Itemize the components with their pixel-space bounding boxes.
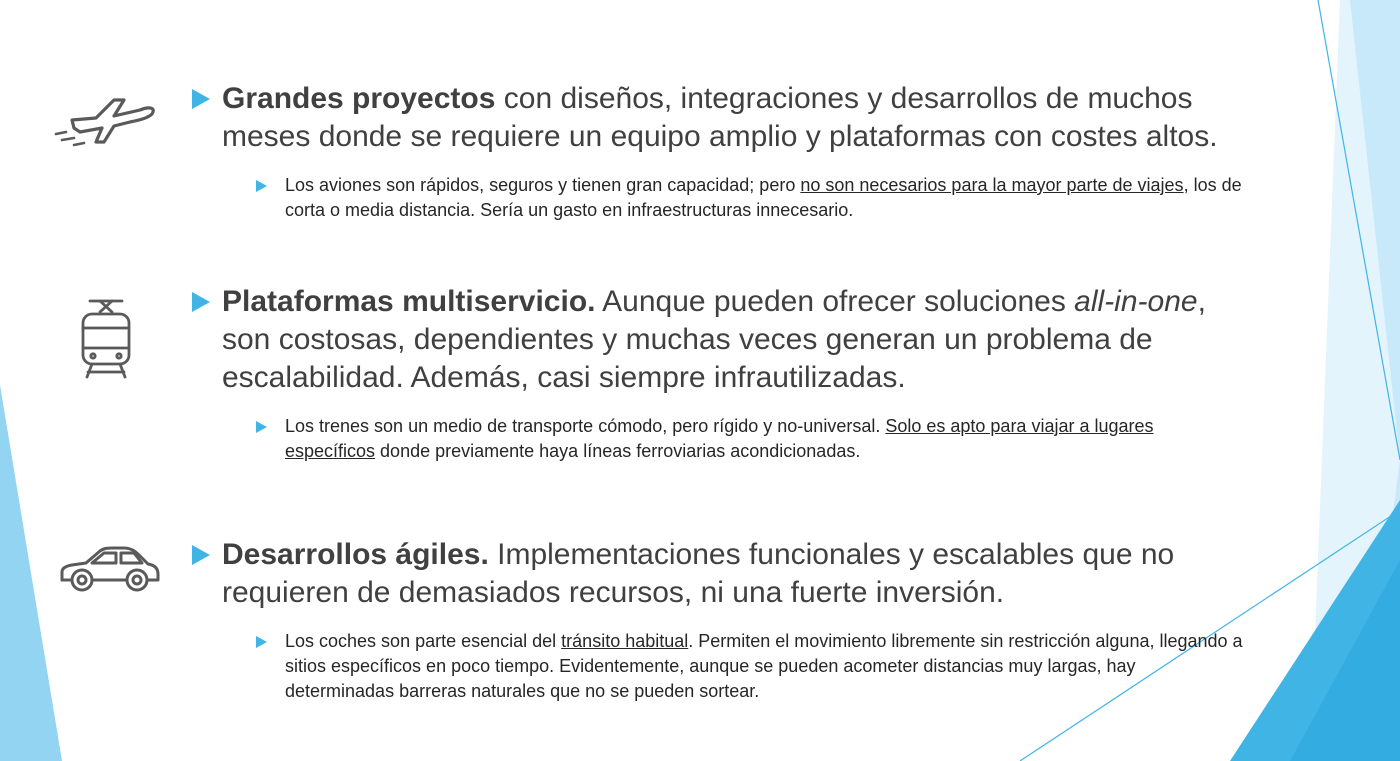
item-1-detail-underlined: no son necesarios para la mayor parte de viajes [800, 175, 1184, 195]
item-1-title-rest: con diseños, integraciones y desarrollos de muchos meses donde se requiere un equipo amplio y plataformas con costes altos. [222, 82, 1218, 153]
sub-bullet-1 [256, 180, 267, 192]
item-3-title-rest: Implementaciones funcionales y escalables que no requieren de demasiados recursos, ni una fuerte inversión. [222, 538, 1175, 609]
left-accent-shape [0, 385, 62, 761]
item-3-title [222, 536, 1262, 612]
item-2-title-bold: Plataformas multiservicio. [222, 285, 596, 318]
item-1-title-bold: Grandes proyectos [222, 82, 496, 115]
item-1-detail [285, 173, 1245, 223]
item-3-title-bold: Desarrollos ágiles. [222, 538, 489, 571]
main-bullet-3 [192, 545, 210, 565]
item-1-detail-end: , los de corta o media distancia. Sería un gasto en infraestructuras innecesario. [285, 175, 1242, 220]
item-2-detail [285, 414, 1245, 464]
item-2-title-rest: , son costosas, dependientes y muchas veces generan un problema de escalabilidad. Además, casi siempre infrautilizadas. [222, 285, 1206, 394]
main-bullet-1 [192, 89, 210, 109]
train-icon [78, 298, 134, 380]
item-1-detail-start: Los aviones son rápidos, seguros y tienen gran capacidad; pero [285, 175, 801, 195]
sub-bullet-2 [256, 421, 267, 433]
airplane-icon [52, 88, 160, 148]
item-3-detail-end: . Permiten el movimiento libremente sin restricción alguna, llegando a sitios específicos en poco tiempo. Evidentemente, aunque se pueden acometer distancias muy largas, hay determinadas barreras naturales que no se pueden sortear. [285, 631, 1243, 701]
item-2-detail-start: Los trenes son un medio de transporte cómodo, pero rígido y no-universal. [285, 416, 886, 436]
car-icon [58, 544, 162, 596]
item-3-detail-underlined: tránsito habitual [561, 631, 689, 651]
item-2-title-italic: all-in-one [1074, 285, 1198, 318]
item-3-detail-start: Los coches son parte esencial del [285, 631, 562, 651]
sub-bullet-3 [256, 636, 267, 648]
item-3-detail [285, 629, 1245, 704]
item-2-title-mid: Aunque pueden ofrecer soluciones [595, 285, 1075, 318]
item-2-detail-end: donde previamente haya líneas ferroviarias acondicionadas. [375, 441, 861, 461]
item-2-title [222, 283, 1262, 397]
main-bullet-2 [192, 292, 210, 312]
item-2-detail-underlined: Solo es apto para viajar a lugares específicos [285, 416, 1154, 461]
item-1-title [222, 80, 1262, 156]
